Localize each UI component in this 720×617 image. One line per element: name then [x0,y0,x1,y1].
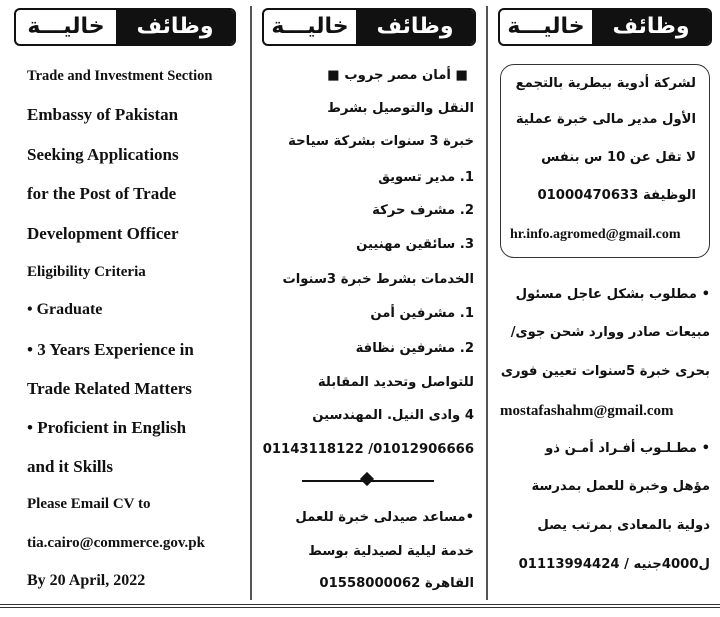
ad-line: للتواصل وتحديد المقابلة [317,375,474,390]
header-tag: وظائف [592,10,710,44]
ad-line: •مساعد صيدلى خبرة للعمل [295,510,474,525]
bottom-rule [0,604,720,608]
ad-line: • 3 Years Experience in [27,340,194,359]
ad-line: دولية بالمعادى بمرتب يصل [537,518,710,533]
ad-line: النقل والتوصيل بشرط [327,101,474,116]
email-text: mostafashahm@gmail.com [500,403,674,419]
header-tag: وظائف [356,10,474,44]
header-rest: خاليـــة [27,14,105,39]
ad-line: لشركة أدوية بيطرية بالتجمع [515,76,696,91]
ad-line: الأول مدير مالى خبرة عملية [515,112,696,127]
ad-line: مؤهل وخبرة للعمل بمدرسة [531,479,710,494]
ad-line: • Graduate [27,301,103,318]
ad-line: خدمة ليلية لصيدلية بوسط [308,544,474,559]
header-rest: خاليـــة [271,14,349,39]
ad-line: Please Email CV to [27,496,151,512]
ad-line: 3. سائقين مهنيين [356,237,474,252]
column-header-right [498,8,712,46]
ad-line: Trade Related Matters [27,379,192,398]
ad-line: مبيعات صادر ووارد شحن جوى/ [510,325,710,340]
ad-line: بحرى خبرة 5سنوات تعيين فورى [500,364,710,379]
ad-line: 2. مشرفين نظافة [355,341,474,356]
ad-line: and it Skills [27,457,113,476]
ad-line: الوظيفة 01000470633 [537,188,696,203]
column-divider [486,6,488,600]
ad-line: لا تقل عن 10 س بنفس [541,150,696,165]
ad-line: 01012906666/ 01143118122 [262,442,474,457]
ad-line: • مطـلـوب أفـراد أمـن ذو [545,441,710,456]
ad-line: Trade and Investment Section [27,68,213,84]
header-rest: خاليـــة [507,14,585,39]
ad-line: 4 وادى النيل. المهندسين [312,408,474,423]
ad-line: Development Officer [27,224,179,243]
ad-line: Seeking Applications [27,145,179,164]
ad-line: • Proficient in English [27,418,187,437]
ad-line: • مطلوب بشكل عاجل مسئول [515,287,710,302]
ad-line: tia.cairo@commerce.gov.pk [27,535,205,551]
ad-line: 1. مدير تسويق [378,170,474,185]
ad-line: Embassy of Pakistan [27,105,179,124]
ad-line: Eligibility Criteria [27,264,146,280]
header-tag: وظائف [116,10,234,44]
ad-line: الخدمات بشرط خبرة 3سنوات [282,272,474,287]
column-divider [250,6,252,600]
column-header-middle [262,8,476,46]
ad-line: By 20 April, 2022 [27,572,146,589]
ad-line: القاهرة 01558000062 [319,576,474,591]
ad-line: 1. مشرفين أمن [370,306,474,321]
ad-line: for the Post of Trade [27,184,177,203]
ad-line: 2. مشرف حركة [372,203,474,218]
ad-line: خبرة 3 سنوات بشركة سياحة [288,134,474,149]
ad-line: ل4000جنيه / 01113994424 [518,557,710,572]
diamond-icon [360,472,374,486]
column-header-left [14,8,236,46]
email-text: hr.info.agromed@gmail.com [510,227,681,242]
ad-line: ■ أمان مصر جروب ■ [327,68,468,83]
